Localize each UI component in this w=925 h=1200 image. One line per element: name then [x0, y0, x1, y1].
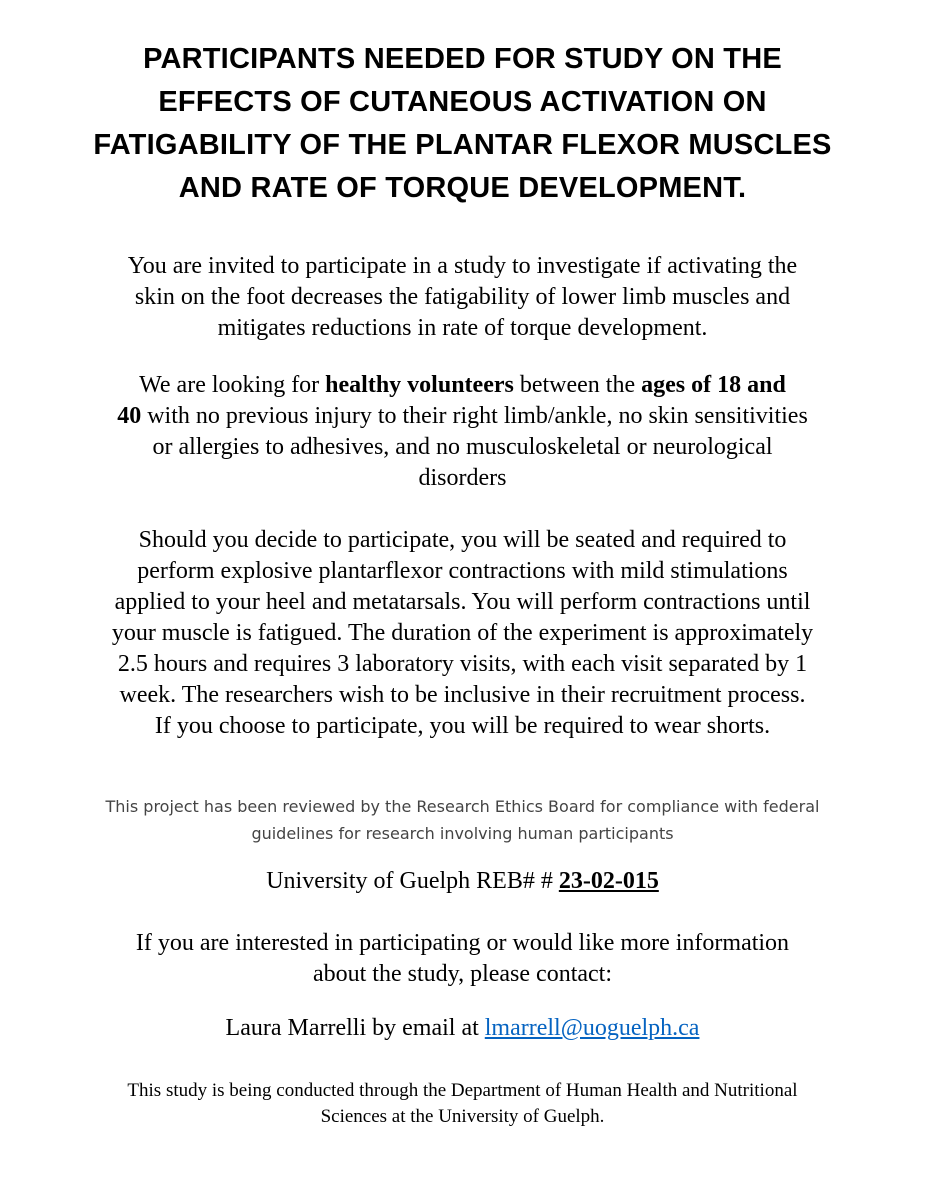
- procedure-line: applied to your heel and metatarsals. You will perform contractions until: [114, 589, 811, 615]
- eligibility-line: disorders: [418, 465, 507, 491]
- procedure-line: week. The researchers wish to be inclusive in their recruitment process.: [119, 682, 806, 708]
- procedure-line: your muscle is fatigued. The duration of the experiment is approximately: [111, 620, 814, 646]
- ethics-note-line: This project has been reviewed by the Research Ethics Board for compliance with federal: [105, 797, 820, 816]
- contact-email-link[interactable]: lmarrell@uoguelph.ca: [484, 1015, 700, 1041]
- title-line: FATIGABILITY OF THE PLANTAR FLEXOR MUSCLES: [93, 129, 832, 161]
- flyer-title: [20, 38, 905, 210]
- footer-line: Sciences at the University of Guelph.: [320, 1106, 605, 1127]
- procedure-line: 2.5 hours and requires 3 laboratory visits, with each visit separated by 1: [117, 651, 808, 677]
- footer-note: [20, 1078, 905, 1130]
- invitation-line: You are invited to participate in a study to investigate if activating the: [127, 253, 798, 279]
- contact-prefix: Laura Marrelli by email at: [225, 1015, 485, 1041]
- eligibility-text: between the: [513, 372, 642, 398]
- reb-number: 23-02-015: [558, 868, 659, 894]
- footer-line: This study is being conducted through the Department of Human Health and Nutritional: [127, 1080, 798, 1101]
- age-range-emphasis: ages of 18 and: [641, 372, 786, 398]
- title-line: EFFECTS OF CUTANEOUS ACTIVATION ON: [158, 86, 767, 118]
- eligibility-line: [20, 401, 905, 432]
- procedure-line: If you choose to participate, you will be required to wear shorts.: [154, 713, 771, 739]
- interest-line: about the study, please contact:: [312, 961, 612, 987]
- procedure-line: Should you decide to participate, you will be seated and required to: [138, 527, 787, 553]
- ethics-note-line: guidelines for research involving human participants: [251, 824, 674, 843]
- eligibility-text: We are looking for: [139, 372, 326, 398]
- eligibility-text: with no previous injury to their right limb/ankle, no skin sensitivities: [141, 403, 808, 429]
- title-line: PARTICIPANTS NEEDED FOR STUDY ON THE: [143, 43, 782, 75]
- interest-line: If you are interested in participating or would like more information: [135, 930, 790, 956]
- procedure-line: perform explosive plantarflexor contractions with mild stimulations: [137, 558, 788, 584]
- age-range-emphasis: 40: [117, 403, 142, 429]
- reb-number-line: [20, 866, 905, 897]
- invitation-line: mitigates reductions in rate of torque development.: [217, 315, 708, 341]
- interest-paragraph: [20, 928, 905, 990]
- procedure-paragraph: [20, 525, 905, 742]
- eligibility-line: [20, 370, 905, 401]
- invitation-paragraph: [20, 251, 905, 344]
- invitation-line: skin on the foot decreases the fatigability of lower limb muscles and: [134, 284, 791, 310]
- contact-line: [20, 1013, 905, 1044]
- healthy-volunteers-emphasis: healthy volunteers: [325, 372, 514, 398]
- eligibility-line: or allergies to adhesives, and no musculoskeletal or neurological: [152, 434, 773, 460]
- reb-label: University of Guelph REB# #: [266, 868, 559, 894]
- ethics-review-note: [20, 793, 905, 847]
- title-line: AND RATE OF TORQUE DEVELOPMENT.: [178, 172, 747, 204]
- eligibility-paragraph: [20, 370, 905, 494]
